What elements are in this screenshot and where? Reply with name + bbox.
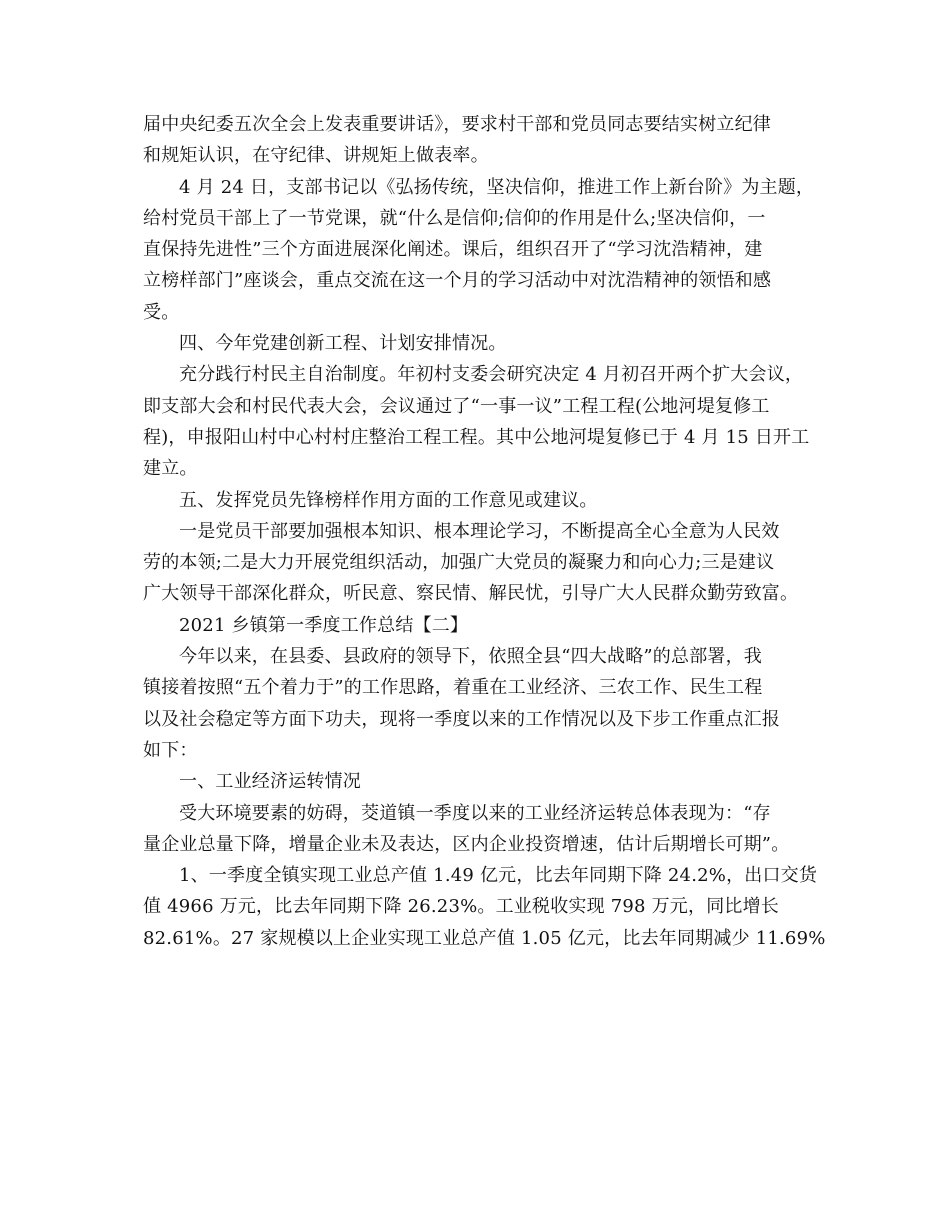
text-line: 直保持先进性”三个方面进展深化阐述。课后，组织召开了“学习沈浩精神，建 (143, 239, 763, 261)
text-line: 82.61%。27 家规模以上企业实现工业总产值 1.05 亿元，比去年同期减少 11.69% (143, 927, 826, 949)
text-line: 1、一季度全镇实现工业总产值 1.49 亿元，比去年同期下降 24.2%，出口交货 (179, 865, 818, 887)
text-line: 值 4966 万元，比去年同期下降 26.23%。工业税收实现 798 万元，同比增长 (143, 896, 780, 918)
text-line: 建立。 (143, 458, 198, 480)
text-line: 广大领导干部深化群众，听民意、察民情、解民忧，引导广大人民群众勤劳致富。 (143, 583, 799, 605)
text-line: 立榜样部门”座谈会，重点交流在这一个月的学习活动中对沈浩精神的领悟和感 (143, 270, 772, 292)
text-line: 充分践行村民主自治制度。年初村支委会研究决定 4 月初召开两个扩大会议， (179, 364, 804, 386)
text-line: 2021 乡镇第一季度工作总结【二】 (179, 614, 469, 636)
text-line: 4 月 24 日，支部书记以《弘扬传统，坚决信仰，推进工作上新台阶》为主题， (179, 176, 815, 198)
text-line: 即支部大会和村民代表大会，会议通过了“一事一议”工程工程(公地河堤复修工 (143, 395, 770, 417)
text-line: 受大环境要素的妨碍，茭道镇一季度以来的工业经济运转总体表现为：“存 (179, 802, 771, 824)
text-line: 量企业总量下降，增量企业未及表达，区内企业投资增速，估计后期增长可期”。 (143, 833, 790, 855)
text-line: 受。 (143, 301, 180, 323)
text-line: 给村党员干部上了一节党课，就“什么是信仰;信仰的作用是什么;坚决信仰，一 (143, 207, 766, 229)
text-line: 和规矩认识，在守纪律、讲规矩上做表率。 (143, 145, 489, 167)
document-body (143, 109, 826, 954)
text-line: 今年以来，在县委、县政府的领导下，依照全县“四大战略”的总部署，我 (179, 646, 763, 668)
text-line: 程)，申报阳山村中心村村庄整治工程工程。其中公地河堤复修已于 4 月 15 日开工 (143, 426, 810, 448)
text-line: 届中央纪委五次全会上发表重要讲话》，要求村干部和党员同志要结实树立纪律 (143, 114, 771, 135)
text-line: 四、今年党建创新工程、计划安排情况。 (179, 333, 507, 355)
text-line: 劳的本领;二是大力开展党组织活动，加强广大党员的凝聚力和向心力;三是建议 (143, 552, 775, 574)
text-line: 一是党员干部要加强根本知识、根本理论学习，不断提高全心全意为人民效 (179, 520, 780, 542)
text-line: 镇接着按照“五个着力于”的工作思路，着重在工业经济、三农工作、民生工程 (143, 677, 763, 699)
text-line: 以及社会稳定等方面下功夫，现将一季度以来的工作情况以及下步工作重点汇报 (143, 708, 780, 730)
text-line: 一、工业经济运转情况 (179, 771, 361, 793)
text-line: 五、发挥党员先锋榜样作用方面的工作意见或建议。 (179, 489, 598, 511)
text-line: 如下： (143, 739, 198, 761)
